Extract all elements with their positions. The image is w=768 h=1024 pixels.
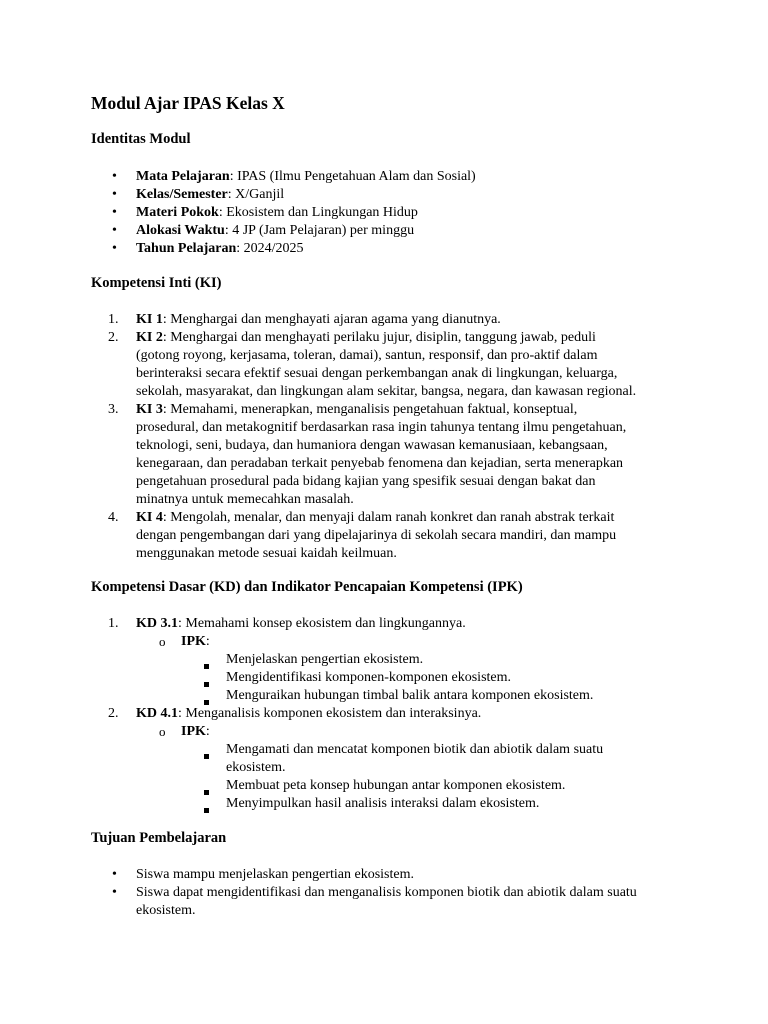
ki-item-line — [136, 383, 636, 401]
ki-item-line-text: pengetahuan prosedural pada bidang kajian yang spesifik sesuai dengan bakat dan — [136, 474, 596, 489]
ipk-indicator — [226, 651, 423, 669]
ipk-indicator-text: Menyimpulkan hasil analisis interaksi dalam ekosistem. — [226, 796, 540, 811]
square-bullet-icon — [204, 664, 209, 669]
ki-item-line — [136, 455, 623, 473]
list-number: 4. — [108, 510, 119, 525]
ki-item-line-text: kenegaraan, dan peradaban terkait penyebab fenomena dan kejadian, serta menerapkan — [136, 456, 624, 471]
ki-item — [136, 509, 614, 527]
ipk-indicator-text: Mengamati dan mencatat komponen biotik dan abiotik dalam suatu — [226, 742, 604, 757]
kd-item-label: KD 3.1 — [136, 616, 178, 631]
list-number: 3. — [108, 402, 119, 417]
ki-item-label: KI 2 — [136, 330, 163, 345]
bullet-dot: • — [112, 241, 117, 256]
ki-item-line-text: sekolah, masyarakat, dan lingkungan alam sekitar, bangsa, negara, dan kawasan regional. — [136, 384, 637, 399]
identitas-item-text: : 4 JP (Jam Pelajaran) per minggu — [224, 223, 415, 238]
square-bullet-icon — [204, 682, 209, 687]
bullet-dot: • — [112, 223, 117, 238]
ipk-indicator-text: Menjelaskan pengertian ekosistem. — [226, 652, 424, 667]
kd-heading: Kompetensi Dasar (KD) dan Indikator Pencapaian Kompetensi (IPK) — [91, 579, 523, 595]
ki-item-line — [136, 545, 397, 563]
identitas-item-label: Tahun Pelajaran — [136, 241, 237, 256]
tujuan-item-text: Siswa dapat mengidentifikasi dan menganalisis komponen biotik dan abiotik dalam suatu — [136, 885, 637, 900]
ki-item-text: : Mengolah, menalar, dan menyaji dalam ranah konkret dan ranah abstrak terkait — [162, 510, 615, 525]
ipk-indicator — [226, 759, 286, 777]
tujuan-item — [136, 884, 637, 902]
square-bullet-icon — [204, 790, 209, 795]
ki-heading: Kompetensi Inti (KI) — [91, 275, 222, 291]
ki-item-line — [136, 527, 616, 545]
list-number: 2. — [108, 330, 119, 345]
ki-item — [136, 401, 577, 419]
bullet-dot: • — [112, 885, 117, 900]
identitas-item-text: : IPAS (Ilmu Pengetahuan Alam dan Sosial) — [229, 169, 476, 184]
square-bullet — [204, 801, 209, 819]
document-title: Modul Ajar IPAS Kelas X — [91, 93, 285, 113]
ki-item-line — [136, 347, 597, 365]
square-bullet — [204, 675, 209, 693]
ki-item-line-text: berinteraksi secara efektif sesuai dengan perkembangan anak di lingkungan, keluarga, — [136, 366, 618, 381]
square-bullet — [204, 783, 209, 801]
sub-bullet: o — [159, 634, 166, 649]
ipk-indicator — [226, 669, 511, 687]
ipk-indicator-text: Menguraikan hubungan timbal balik antara komponen ekosistem. — [226, 688, 594, 703]
ipk-indicator — [226, 687, 593, 705]
list-number: 1. — [108, 312, 119, 327]
ki-item-label: KI 4 — [136, 510, 163, 525]
identitas-item — [136, 168, 476, 186]
sub-bullet: o — [159, 724, 166, 739]
identitas-item — [136, 240, 304, 258]
ki-item — [136, 311, 501, 329]
identitas-item — [136, 186, 284, 204]
identitas-item-label: Mata Pelajaran — [136, 169, 230, 184]
ki-item-line-text: menggunakan metode sesuai kaidah keilmuan. — [136, 546, 397, 561]
kd-item — [136, 615, 466, 633]
kd-item-label: KD 4.1 — [136, 706, 178, 721]
ipk-label — [181, 723, 210, 741]
tujuan-item-text: ekosistem. — [136, 903, 196, 918]
ipk-indicator — [226, 777, 565, 795]
ki-item-line-text: prosedural, dan metakognitif berdasarkan rasa ingin tahunya tentang ilmu pengetahuan, — [136, 420, 627, 435]
identitas-item-label: Materi Pokok — [136, 205, 219, 220]
kd-item-text: : Menganalisis komponen ekosistem dan interaksinya. — [178, 706, 482, 721]
bullet-dot: • — [112, 187, 117, 202]
bullet-dot: • — [112, 205, 117, 220]
square-bullet-icon — [204, 754, 209, 759]
ki-item — [136, 329, 596, 347]
ipk-label-text: : — [205, 724, 210, 739]
ki-item-text: : Menghargai dan menghayati ajaran agama yang dianutnya. — [162, 312, 501, 327]
tujuan-item-text: Siswa mampu menjelaskan pengertian ekosistem. — [136, 867, 414, 882]
ki-item-line — [136, 419, 626, 437]
ki-item-text: : Memahami, menerapkan, menganalisis pengetahuan faktual, konseptual, — [162, 402, 578, 417]
ki-item-line-text: (gotong royong, kerjasama, toleran, damai), santun, responsif, dan pro-aktif dalam — [136, 348, 598, 363]
ipk-indicator — [226, 741, 603, 759]
identitas-item-text: : X/Ganjil — [227, 187, 285, 202]
ki-item-line — [136, 491, 354, 509]
ipk-indicator — [226, 795, 539, 813]
ki-item-label: KI 1 — [136, 312, 163, 327]
square-bullet-icon — [204, 808, 209, 813]
list-number: 2. — [108, 706, 119, 721]
ipk-indicator-text: Mengidentifikasi komponen-komponen ekosistem. — [226, 670, 512, 685]
identitas-item — [136, 222, 414, 240]
ki-item-line-text: minatnya untuk memecahkan masalah. — [136, 492, 354, 507]
identitas-item-text: : Ekosistem dan Lingkungan Hidup — [218, 205, 418, 220]
square-bullet — [204, 747, 209, 765]
bullet-dot: • — [112, 867, 117, 882]
ki-item-line — [136, 437, 608, 455]
tujuan-item — [136, 866, 414, 884]
identitas-item — [136, 204, 418, 222]
ki-item-line-text: teknologi, seni, budaya, dan humaniora dengan wawasan kemanusiaan, kebangsaan, — [136, 438, 608, 453]
square-bullet — [204, 657, 209, 675]
ipk-label-label: IPK — [181, 724, 206, 739]
identitas-heading: Identitas Modul — [91, 131, 191, 147]
ki-item-line — [136, 473, 596, 491]
ki-item-text: : Menghargai dan menghayati perilaku jujur, disiplin, tanggung jawab, peduli — [162, 330, 596, 345]
tujuan-item — [136, 902, 196, 920]
identitas-item-label: Kelas/Semester — [136, 187, 228, 202]
ipk-label-label: IPK — [181, 634, 206, 649]
ipk-label-text: : — [205, 634, 210, 649]
ipk-indicator-text: Membuat peta konsep hubungan antar komponen ekosistem. — [226, 778, 566, 793]
list-number: 1. — [108, 616, 119, 631]
ipk-indicator-text: ekosistem. — [226, 760, 286, 775]
identitas-item-label: Alokasi Waktu — [136, 223, 225, 238]
tujuan-heading: Tujuan Pembelajaran — [91, 830, 227, 846]
kd-item — [136, 705, 481, 723]
ki-item-line-text: dengan pengembangan dari yang dipelajarinya di sekolah secara mandiri, dan mampu — [136, 528, 617, 543]
ipk-label — [181, 633, 210, 651]
bullet-dot: • — [112, 169, 117, 184]
kd-item-text: : Memahami konsep ekosistem dan lingkungannya. — [178, 616, 466, 631]
ki-item-line — [136, 365, 617, 383]
identitas-item-text: : 2024/2025 — [236, 241, 304, 256]
ki-item-label: KI 3 — [136, 402, 163, 417]
